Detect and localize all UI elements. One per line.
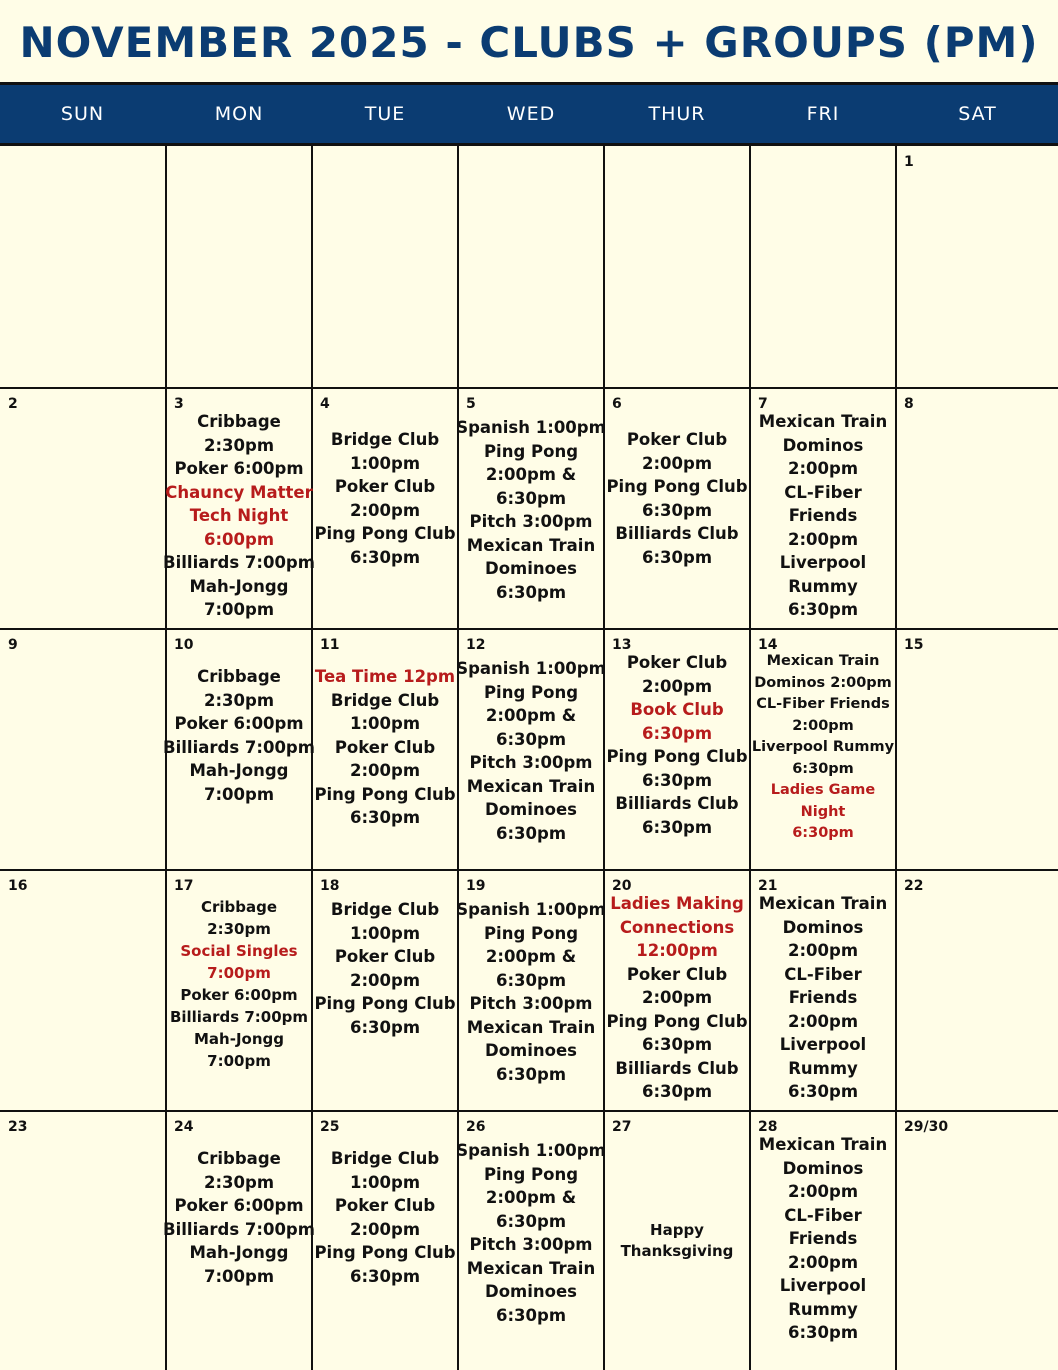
day-events: [166, 896, 312, 1111]
event-line: 6:30pm: [787, 1082, 859, 1101]
calendar-day-cell: [163, 388, 315, 629]
event-line: Ping Pong Club: [606, 1011, 748, 1031]
event-line: 2:00pm &: [485, 465, 577, 484]
day-events: [750, 892, 896, 1111]
event-line: 2:00pm: [792, 717, 854, 734]
event-line: Bridge Club: [330, 430, 440, 449]
event-line: Mah-Jongg: [189, 761, 289, 780]
special-event-line: Book Club: [630, 700, 724, 719]
day-number: 16: [8, 878, 28, 894]
event-line: Ping Pong Club: [314, 524, 456, 543]
day-number: 20: [612, 878, 632, 894]
special-event-line: Chauncy Matter: [165, 482, 313, 502]
event-line: Rummy: [788, 576, 858, 596]
calendar-day-cell: [750, 629, 896, 870]
calendar-day-cell: [750, 1111, 896, 1370]
calendar-day-cell: [312, 146, 458, 388]
event-line: Poker 6:00pm: [180, 986, 298, 1004]
event-line: Mexican Train: [758, 412, 888, 431]
event-line: Billiards 7:00pm: [163, 553, 315, 572]
special-event-line: 12:00pm: [636, 941, 718, 960]
special-event-line: Tea Time 12pm: [314, 667, 456, 686]
day-number: 29/30: [904, 1119, 949, 1135]
event-line: Poker Club: [334, 737, 436, 757]
event-line: Mah-Jongg: [194, 1030, 284, 1048]
calendar-day-cell: [750, 388, 896, 629]
event-line: Dominos: [782, 435, 864, 455]
event-line: Poker Club: [626, 430, 728, 449]
special-event-line: 6:30pm: [792, 825, 854, 841]
event-line: 2:00pm: [787, 941, 859, 960]
event-line: Cribbage: [197, 667, 281, 686]
event-line: 7:00pm: [207, 1052, 271, 1070]
day-events: [458, 1139, 604, 1370]
event-line: 6:30pm: [495, 970, 567, 990]
event-line: 6:30pm: [495, 582, 567, 602]
day-number: 12: [466, 637, 486, 653]
day-number: 8: [904, 396, 914, 412]
event-line: Friends: [788, 506, 858, 525]
event-line: Pitch 3:00pm: [469, 994, 593, 1013]
day-number: 9: [8, 637, 18, 653]
event-line: Bridge Club: [330, 900, 440, 919]
event-line: Ping Pong: [483, 682, 579, 702]
calendar-day-cell: [312, 629, 458, 870]
event-line: 6:30pm: [495, 1211, 567, 1231]
event-line: Rummy: [788, 1299, 858, 1319]
event-line: Poker Club: [626, 964, 728, 984]
event-line: 6:30pm: [495, 488, 567, 508]
event-line: Mexican Train: [466, 776, 596, 796]
day-events: [312, 428, 458, 629]
calendar-day-cell: [458, 146, 604, 388]
event-line: 6:30pm: [641, 770, 713, 790]
event-line: Liverpool: [779, 1035, 867, 1054]
event-line: Ping Pong Club: [314, 994, 456, 1013]
event-line: 6:30pm: [641, 500, 713, 520]
special-event-line: 6:30pm: [641, 723, 713, 743]
event-line: Poker 6:00pm: [174, 459, 304, 478]
calendar-day-cell: [312, 870, 458, 1111]
event-line: Ping Pong Club: [314, 1243, 456, 1262]
event-line: 2:00pm: [787, 1182, 859, 1201]
event-line: Poker Club: [626, 653, 728, 672]
special-event-line: Social Singles: [180, 942, 298, 960]
calendar-day-cell: [163, 629, 315, 870]
event-line: Ping Pong: [483, 441, 579, 461]
calendar-day-cell: [0, 388, 166, 629]
event-line: 2:30pm: [203, 1172, 275, 1192]
event-line: 6:30pm: [349, 808, 421, 827]
event-line: CL-Fiber: [784, 964, 862, 984]
event-line: Mah-Jongg: [189, 576, 289, 596]
event-line: Mexican Train: [766, 653, 880, 669]
event-line: Billiards 7:00pm: [163, 737, 315, 757]
special-event-line: Ladies Game: [770, 782, 876, 798]
calendar-day-cell: [458, 388, 604, 629]
event-line: 6:30pm: [641, 1035, 713, 1054]
event-line: 2:00pm: [787, 459, 859, 478]
day-events: [750, 651, 896, 870]
event-line: Ping Pong Club: [314, 784, 456, 804]
event-line: Dominos: [782, 917, 864, 937]
event-line: 2:00pm &: [485, 706, 577, 725]
day-events: [604, 428, 750, 629]
day-number: 27: [612, 1119, 632, 1135]
weekday-tue: TUE: [364, 103, 406, 125]
page-title: NOVEMBER 2025 - CLUBS + GROUPS (PM): [19, 17, 1039, 67]
event-line: Mah-Jongg: [189, 1243, 289, 1262]
day-number: 5: [466, 396, 476, 412]
event-line: Ping Pong: [483, 923, 579, 943]
weekday-fri: FRI: [806, 103, 840, 125]
event-line: Rummy: [788, 1058, 858, 1078]
event-line: 1:00pm: [349, 1172, 421, 1192]
weekday-header: [0, 82, 1058, 146]
event-line: 2:00pm: [349, 500, 421, 520]
event-line: Friends: [788, 1229, 858, 1248]
calendar-day-cell: [458, 870, 604, 1111]
event-line: Billiards Club: [615, 524, 739, 543]
event-line: Liverpool Rummy: [751, 739, 895, 755]
day-number: 22: [904, 878, 924, 894]
event-line: Billiards Club: [615, 794, 739, 813]
day-events: [163, 1147, 315, 1370]
day-number: 26: [466, 1119, 486, 1135]
calendar-day-cell: [0, 146, 166, 388]
day-events: [312, 1147, 458, 1370]
calendar-day-cell: [896, 870, 1058, 1111]
event-line: 2:30pm: [203, 690, 275, 710]
event-line: Friends: [788, 988, 858, 1007]
weekday-sat: SAT: [958, 103, 997, 125]
calendar-day-cell: [312, 1111, 458, 1370]
calendar-day-cell: [896, 1111, 1058, 1370]
day-number: 15: [904, 637, 924, 653]
day-number: 18: [320, 878, 340, 894]
event-line: Cribbage: [197, 412, 281, 431]
calendar-day-cell: [604, 1111, 750, 1370]
weekday-sun: SUN: [60, 103, 105, 125]
day-events: [458, 416, 604, 629]
event-line: 6:30pm: [641, 1082, 713, 1101]
calendar-day-cell: [750, 146, 896, 388]
event-line: Mexican Train: [466, 1258, 596, 1278]
day-number: 19: [466, 878, 486, 894]
event-line: 2:30pm: [207, 920, 271, 938]
event-line: Billiards 7:00pm: [169, 1008, 309, 1026]
event-line: Happy: [650, 1220, 704, 1239]
calendar-day-cell: [458, 1111, 604, 1370]
calendar-day-cell: [896, 146, 1058, 388]
event-line: 1:00pm: [349, 714, 421, 733]
event-line: 2:00pm: [349, 970, 421, 990]
calendar-day-cell: [312, 388, 458, 629]
weekday-thur: THUR: [648, 103, 706, 125]
special-event-line: Connections: [619, 917, 735, 937]
calendar-day-cell: [0, 870, 166, 1111]
day-events: [750, 410, 896, 629]
calendar-day-cell: [166, 146, 312, 388]
event-line: Liverpool: [779, 553, 867, 572]
event-line: 2:00pm: [641, 676, 713, 696]
calendar-day-cell: [604, 146, 750, 388]
event-line: CL-Fiber Friends: [756, 696, 890, 712]
event-line: 6:30pm: [641, 817, 713, 837]
event-line: Ping Pong: [483, 1164, 579, 1184]
day-events: [750, 1133, 896, 1370]
day-events: [312, 898, 458, 1111]
event-line: Spanish 1:00pm: [456, 1141, 606, 1160]
special-event-line: Night: [800, 803, 846, 820]
event-line: 7:00pm: [203, 600, 275, 619]
weekday-mon: MON: [214, 103, 264, 125]
event-line: CL-Fiber: [784, 1205, 862, 1225]
event-line: Mexican Train: [466, 535, 596, 555]
calendar-day-cell: [0, 629, 166, 870]
day-number: 17: [174, 878, 194, 894]
event-line: 6:30pm: [495, 823, 567, 843]
event-line: Bridge Club: [330, 690, 440, 710]
calendar-day-cell: [604, 870, 750, 1111]
day-number: 25: [320, 1119, 340, 1135]
day-number: 28: [758, 1119, 778, 1135]
event-line: 2:00pm &: [485, 947, 577, 966]
event-line: 1:00pm: [349, 453, 421, 473]
event-line: Dominoes: [485, 800, 577, 819]
day-events: [604, 1111, 750, 1370]
event-line: Billiards Club: [615, 1058, 739, 1078]
special-event-line: Tech Night: [189, 506, 289, 525]
event-line: 2:00pm: [787, 529, 859, 549]
day-number: 11: [320, 637, 340, 653]
event-line: 2:30pm: [203, 435, 275, 455]
day-number: 24: [174, 1119, 194, 1135]
calendar-day-cell: [896, 388, 1058, 629]
event-line: 7:00pm: [203, 784, 275, 804]
event-line: Dominoes: [485, 1282, 577, 1301]
event-line: Poker Club: [334, 477, 436, 496]
day-number: 3: [174, 396, 184, 412]
day-events: [312, 665, 458, 870]
day-number: 4: [320, 396, 330, 412]
event-line: Poker Club: [334, 947, 436, 966]
day-number: 1: [904, 154, 914, 170]
day-number: 2: [8, 396, 18, 412]
event-line: 6:30pm: [495, 729, 567, 749]
event-line: Spanish 1:00pm: [456, 418, 606, 437]
day-events: [604, 651, 750, 870]
weekday-wed: WED: [506, 103, 556, 125]
event-line: 2:00pm: [787, 1011, 859, 1031]
event-line: Spanish 1:00pm: [456, 659, 606, 678]
event-line: Mexican Train: [758, 894, 888, 913]
event-line: Spanish 1:00pm: [456, 900, 606, 919]
event-line: Pitch 3:00pm: [469, 512, 593, 531]
event-line: Dominos 2:00pm: [754, 674, 892, 691]
event-line: 6:30pm: [787, 1323, 859, 1342]
calendar-day-cell: [458, 629, 604, 870]
event-line: Thanksgiving: [620, 1241, 734, 1260]
event-line: Ping Pong Club: [606, 747, 748, 766]
day-events: [163, 410, 315, 629]
day-number: 21: [758, 878, 778, 894]
event-line: 6:30pm: [495, 1064, 567, 1084]
event-line: Billiards 7:00pm: [163, 1219, 315, 1239]
event-line: Poker 6:00pm: [174, 714, 304, 733]
event-line: Dominoes: [485, 559, 577, 578]
event-line: 6:30pm: [349, 1266, 421, 1286]
event-line: 6:30pm: [641, 547, 713, 567]
day-number: 10: [174, 637, 194, 653]
day-number: 13: [612, 637, 632, 653]
event-line: 2:00pm: [787, 1252, 859, 1272]
day-events: [458, 898, 604, 1111]
day-number: 7: [758, 396, 768, 412]
day-number: 6: [612, 396, 622, 412]
calendar-day-cell: [166, 870, 312, 1111]
event-line: Pitch 3:00pm: [469, 753, 593, 772]
event-line: 6:30pm: [792, 760, 854, 777]
event-line: 2:00pm: [641, 988, 713, 1007]
event-line: Cribbage: [200, 898, 278, 916]
day-events: [604, 892, 750, 1111]
calendar-day-cell: [163, 1111, 315, 1370]
event-line: Dominoes: [485, 1041, 577, 1060]
event-line: Dominos: [782, 1158, 864, 1178]
special-event-line: Ladies Making: [610, 894, 744, 913]
event-line: Poker 6:00pm: [174, 1196, 304, 1215]
day-number: 14: [758, 637, 778, 653]
event-line: 6:30pm: [349, 547, 421, 567]
event-line: 6:30pm: [495, 1305, 567, 1325]
day-number: 23: [8, 1119, 28, 1135]
event-line: Ping Pong Club: [606, 477, 748, 496]
event-line: 2:00pm: [349, 761, 421, 780]
event-line: 6:30pm: [349, 1017, 421, 1037]
calendar-day-cell: [750, 870, 896, 1111]
event-line: Liverpool: [779, 1276, 867, 1295]
event-line: 6:30pm: [787, 600, 859, 619]
calendar-day-cell: [604, 629, 750, 870]
event-line: Mexican Train: [466, 1017, 596, 1037]
special-event-line: 6:00pm: [203, 529, 275, 549]
special-event-line: 7:00pm: [207, 964, 271, 982]
event-line: Bridge Club: [330, 1149, 440, 1168]
calendar-day-cell: [604, 388, 750, 629]
day-events: [163, 665, 315, 870]
event-line: 2:00pm: [641, 453, 713, 473]
event-line: Poker Club: [334, 1196, 436, 1215]
event-line: Cribbage: [197, 1149, 281, 1168]
event-line: 2:00pm: [349, 1219, 421, 1239]
event-line: CL-Fiber: [784, 482, 862, 502]
day-events: [458, 657, 604, 870]
event-line: 1:00pm: [349, 923, 421, 943]
event-line: Pitch 3:00pm: [469, 1235, 593, 1254]
event-line: Mexican Train: [758, 1135, 888, 1154]
calendar-day-cell: [896, 629, 1058, 870]
calendar-day-cell: [0, 1111, 166, 1370]
event-line: 2:00pm &: [485, 1188, 577, 1207]
event-line: 7:00pm: [203, 1266, 275, 1286]
